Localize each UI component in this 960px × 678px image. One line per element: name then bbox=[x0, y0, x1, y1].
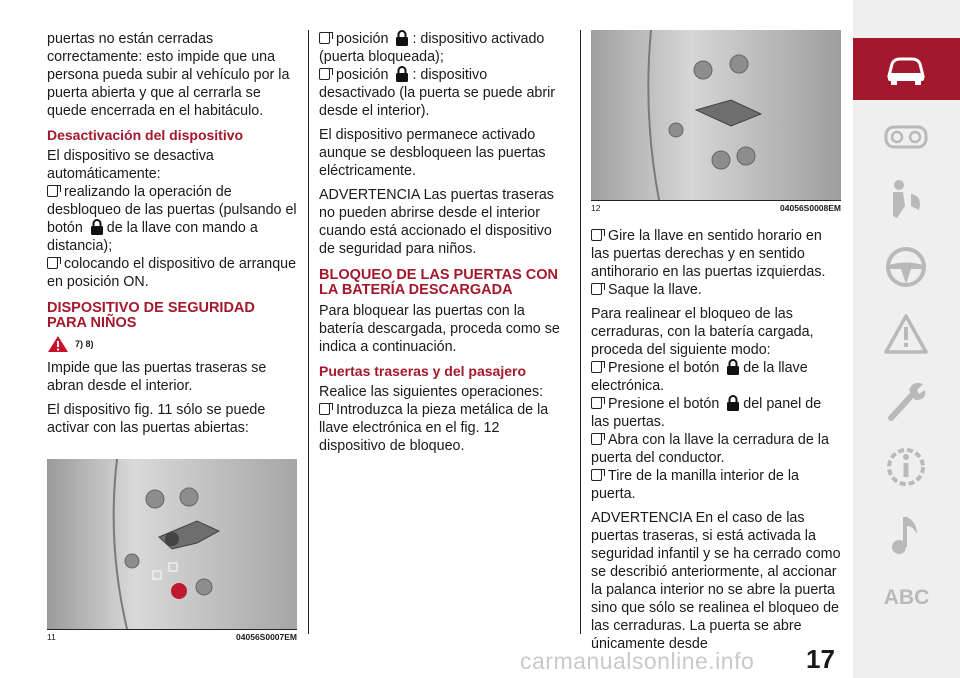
bullet-icon bbox=[319, 32, 330, 44]
bullet-text: : dispositivo activado (puerta bloqueada); bbox=[319, 31, 545, 65]
bullet-icon bbox=[47, 185, 58, 197]
heading-child-safety: DISPOSITIVO DE SEGURIDAD PARA NIÑOS bbox=[47, 300, 255, 331]
figure-code: 04056S0007EM bbox=[236, 632, 297, 642]
column-divider bbox=[308, 30, 309, 634]
warning-triangle-icon bbox=[47, 335, 69, 353]
bullet-text: posición bbox=[336, 31, 389, 47]
figure-code: 04056S0008EM bbox=[780, 203, 841, 213]
warning-icon[interactable] bbox=[883, 312, 929, 358]
wrench-icon[interactable] bbox=[883, 378, 929, 424]
bullet-icon bbox=[319, 403, 330, 415]
battery-paragraph: Para bloquear las puertas con la batería descargada, proceda como se indica a continuación. bbox=[319, 303, 560, 355]
bullet-turn-key bbox=[591, 227, 841, 281]
lock-closed-icon bbox=[395, 30, 409, 46]
bullet-text: : dispositivo desactivado (la puerta se puede abrir desde el interior). bbox=[319, 67, 556, 119]
warning-reference bbox=[47, 335, 297, 353]
bullet-text: Tire de la manilla interior de la puerta. bbox=[591, 468, 799, 502]
door-latch-illustration bbox=[591, 30, 841, 200]
figure-11-caption bbox=[47, 629, 297, 642]
column-3 bbox=[591, 30, 841, 659]
bullet-text: Presione el botón bbox=[608, 360, 720, 376]
index-abc-tab[interactable]: ABC bbox=[883, 586, 930, 609]
heading-rear-doors: Puertas traseras y del pasajero bbox=[319, 363, 527, 379]
column-1 bbox=[47, 30, 297, 642]
child-safety-paragraph: Impide que las puertas traseras se abran desde el interior. bbox=[47, 360, 267, 394]
bullet-icon bbox=[591, 361, 602, 373]
chapter-sidebar bbox=[853, 0, 960, 678]
bullet-icon bbox=[591, 433, 602, 445]
bullet-remove-key bbox=[591, 281, 841, 299]
heading-battery: BLOQUEO DE LAS PUERTAS CON LA BATERÍA DESCARGADA bbox=[319, 267, 558, 298]
bullet-icon bbox=[591, 283, 602, 295]
figure-12-image bbox=[591, 30, 841, 200]
figure-11-image bbox=[47, 459, 297, 629]
car-icon[interactable] bbox=[883, 46, 929, 92]
warning-paragraph: ADVERTENCIA Las puertas traseras no pueden abrirse desde el interior cuando está accionado el dispositivo de seguridad para niños. bbox=[319, 187, 554, 257]
bullet-text: Saque la llave. bbox=[608, 282, 702, 298]
page-number: 17 bbox=[806, 644, 835, 674]
child-safety-activation: El dispositivo fig. 11 sólo se puede activar con las puertas abiertas: bbox=[47, 402, 266, 436]
lock-button-icon bbox=[726, 359, 740, 375]
door-lock-illustration bbox=[47, 459, 297, 629]
lock-open-icon bbox=[395, 66, 409, 82]
deactivation-paragraph: El dispositivo se desactiva automáticamente: bbox=[47, 148, 214, 182]
bullet-open-driver-lock bbox=[591, 431, 841, 467]
realign-paragraph: Para realinear el bloqueo de las cerraduras, con la batería cargada, proceda del siguiente modo: bbox=[591, 306, 814, 358]
warning-rear-doors-paragraph: ADVERTENCIA En el caso de las puertas traseras, si está activada la seguridad infantil y se ha cerrado como se describió anteriormente, al accionar la palanca interior no se abre la puerta sino que sólo se realinea el bloqueo de las cerraduras. La puerta se abre únicamente desde bbox=[591, 510, 841, 652]
figure-number: 11 bbox=[47, 632, 56, 642]
operations-paragraph: Realice las siguientes operaciones: bbox=[319, 384, 544, 400]
bullet-text: Abra con la llave la cerradura de la puerta del conductor. bbox=[591, 432, 829, 466]
bullet-text: Introduzca la pieza metálica de la llave electrónica en el fig. 12 dispositivo de bloqueo. bbox=[319, 402, 549, 454]
bullet-text: Presione el botón bbox=[608, 396, 720, 412]
bullet-unlock bbox=[47, 183, 297, 255]
heading-deactivation: Desactivación del dispositivo bbox=[47, 127, 244, 143]
figure-number: 12 bbox=[591, 203, 601, 213]
bullet-icon bbox=[591, 229, 602, 241]
bullet-pull-handle bbox=[591, 467, 841, 503]
bullet-text: realizando la operación de desbloqueo de las puertas (pulsando el botón bbox=[47, 184, 297, 236]
dashboard-icon[interactable] bbox=[883, 114, 929, 160]
bullet-icon bbox=[591, 469, 602, 481]
bullet-press-door-button bbox=[591, 395, 841, 431]
warning-ref-text: 7) 8) bbox=[75, 339, 94, 349]
bullet-position-locked bbox=[319, 30, 563, 66]
bullet-insert-key bbox=[319, 401, 563, 455]
info-icon[interactable] bbox=[883, 444, 929, 490]
bullet-icon bbox=[47, 257, 58, 269]
bullet-text: Gire la llave en sentido horario en las puertas derechas y en sentido antihorario en las puertas izquierdas. bbox=[591, 228, 826, 280]
bullet-text: de la llave electrónica. bbox=[591, 360, 808, 394]
steering-wheel-icon[interactable] bbox=[883, 244, 929, 290]
bullet-text: posición bbox=[336, 67, 389, 83]
column-2 bbox=[319, 30, 563, 455]
unlock-button-icon bbox=[90, 219, 104, 235]
bullet-text: colocando el dispositivo de arranque en posición ON. bbox=[47, 256, 297, 290]
bullet-text: del panel de las puertas. bbox=[591, 396, 822, 430]
bullet-icon bbox=[591, 397, 602, 409]
lock-button-icon bbox=[726, 395, 740, 411]
safety-icon[interactable] bbox=[883, 176, 929, 222]
bullet-ignition bbox=[47, 255, 297, 291]
figure-12-caption bbox=[591, 200, 841, 213]
bullet-text: de la llave con mando a distancia); bbox=[47, 220, 258, 254]
remains-active-paragraph: El dispositivo permanece activado aunque se desbloqueen las puertas eléctricamente. bbox=[319, 127, 546, 179]
bullet-position-unlocked bbox=[319, 66, 563, 120]
watermark-text: carmanualsonline.info bbox=[520, 648, 755, 674]
intro-paragraph: puertas no están cerradas correctamente: esto impide que una persona pueda subir al vehículo por la puerta abierta y que al cerrarla se quede encerrada en el habitáculo. bbox=[47, 31, 290, 119]
bullet-icon bbox=[319, 68, 330, 80]
bullet-press-key-button bbox=[591, 359, 841, 395]
column-divider bbox=[580, 30, 581, 634]
music-note-icon[interactable] bbox=[883, 512, 929, 558]
